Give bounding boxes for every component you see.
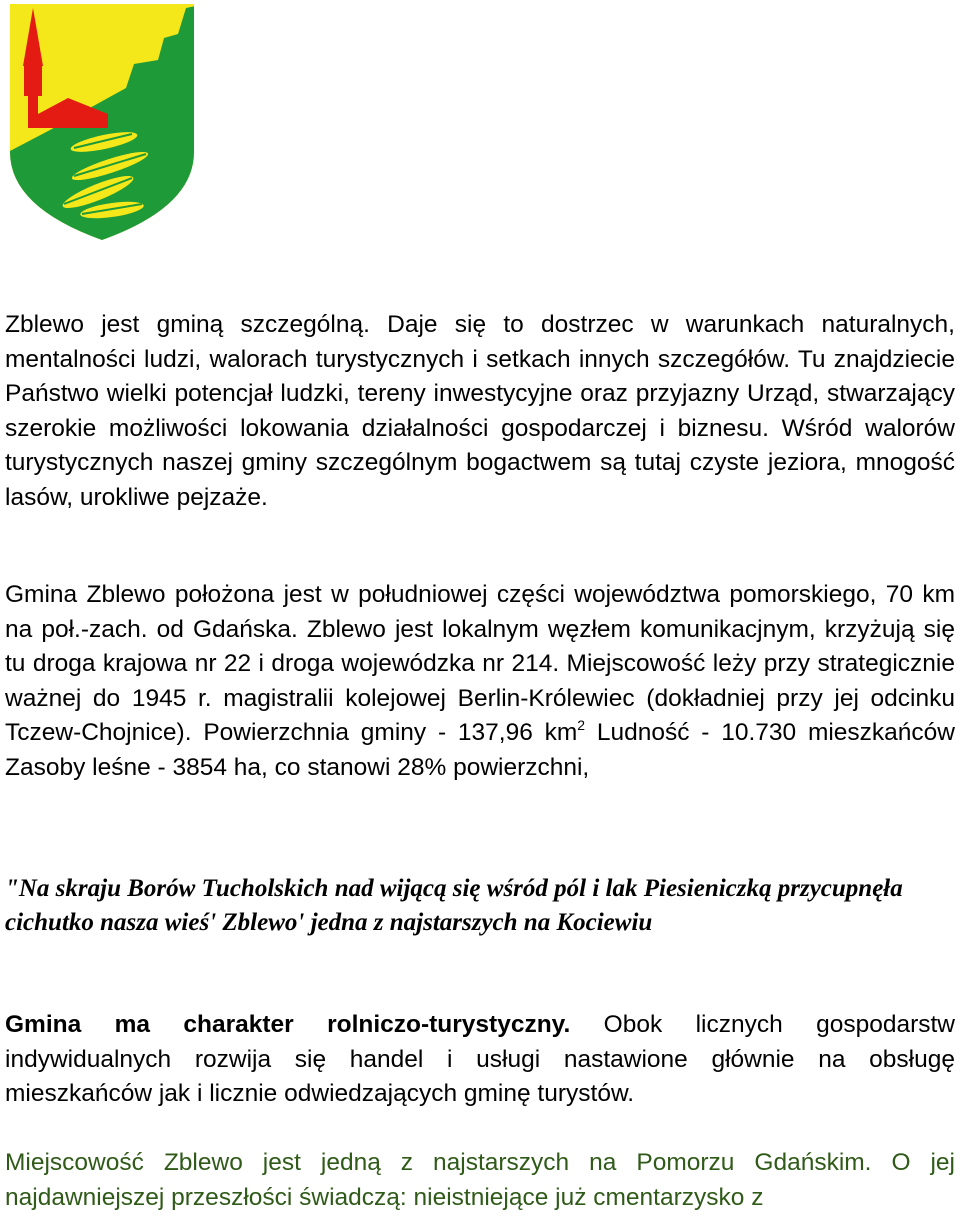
history-paragraph: Miejscowość Zblewo jest jedną z najstarszych na Pomorzu Gdańskim. O jej najdawniejszej przeszłości świadczą: nieistniejące już cmentarzysko z [5, 1149, 955, 1211]
coat-of-arms-image [8, 2, 196, 242]
character-text: Obok licznych gospodarstw indywidualnych rozwija się handel i usługi nastawione głównie na obsługę mieszkańców jak i licznie odwiedzających gminę turystów. [5, 1011, 955, 1107]
location-text: Gmina Zblewo położona jest w południowej części województwa pomorskiego, 70 km na poł.-zach. od Gdańska. Zblewo jest lokalnym węzłem komunikacjnym, krzyżują się tu droga krajowa nr 22 i droga wojewódzka nr 214. Miejscowość leży przy strategicznie ważnej do 1945 r. magistralii kolejowej Berlin-Królewiec (dokładniej przy jej odcinku Tczew-Chojnice). Powierzchnia gminy - 137,96 km [5, 581, 955, 746]
intro-paragraph: Zblewo jest gminą szczególną. Daje się to dostrzec w warunkach naturalnych, mentalności ludzi, walorach turystycznych i setkach innych szczegółów. Tu znajdziecie Państwo wielki potencjał ludzki, tereny inwestycyjne oraz przyjazny Urząd, stwarzający szerokie możliwości lokowania działalności gospodarczej i biznesu. Wśród walorów turystycznych naszej gminy szczególnym bogactwem są tutaj czyste jeziora, mnogość lasów, urokliwe pejzaże. [5, 311, 955, 511]
area-unit-superscript: 2 [577, 716, 586, 733]
location-paragraph [5, 578, 955, 785]
character-heading: Gmina ma charakter rolniczo-turystyczny. [5, 1011, 571, 1038]
population-text: Ludność - 10.730 mieszkańców Zasoby leśne - 3854 ha, co stanowi 28% powierzchni, [5, 719, 956, 781]
character-paragraph [5, 1008, 955, 1112]
village-quote: "Na skraju Borów Tucholskich nad wijącą się wśród pól i lak Piesieniczką przycupnęła cichutko nasza wieś' Zblewo' jedna z najstarszych na Kociewiu [5, 875, 903, 936]
